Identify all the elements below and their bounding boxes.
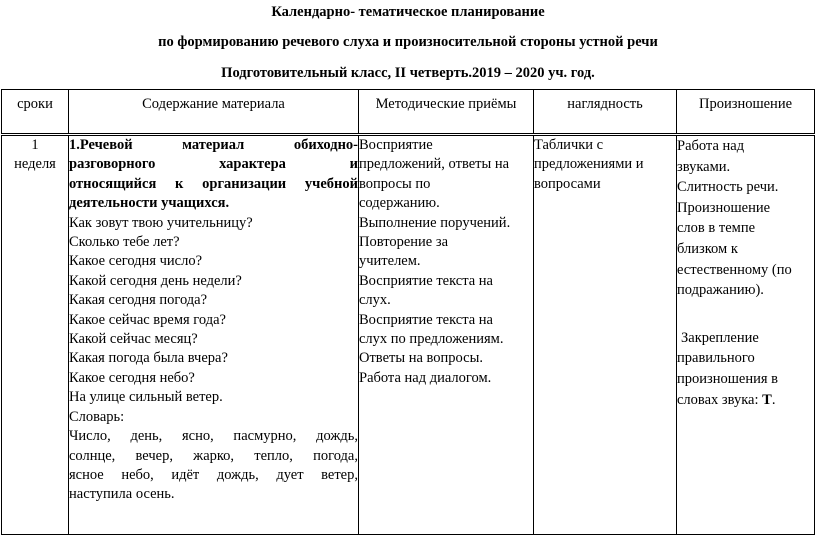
methods-line: Повторение за <box>359 234 449 251</box>
column-header-pronunciation: Произношение <box>677 90 815 135</box>
column-header-visual: наглядность <box>534 90 677 135</box>
content-question: Какое сегодня число? <box>69 253 203 270</box>
pronunciation-line: Слитность речи. <box>677 179 779 196</box>
methods-line: Восприятие текста на <box>359 272 493 289</box>
content-question: Какое сегодня небо? <box>69 369 195 386</box>
planning-table <box>1 89 815 535</box>
vocabulary-line: Число, день, ясно, пасмурно, дождь, <box>69 428 358 445</box>
pronunciation-period: . <box>771 391 776 408</box>
pronunciation-line: словах звука: <box>677 391 759 408</box>
pronunciation-cell <box>677 135 815 535</box>
column-header-content: Содержание материала <box>69 90 359 135</box>
content-question: Какой сейчас месяц? <box>69 331 198 348</box>
page-title: Календарно- тематическое планирование <box>271 4 545 20</box>
visual-aids-cell <box>534 135 677 535</box>
content-heading-line: разговорного характера и <box>69 156 358 173</box>
table-row <box>2 135 815 535</box>
methods-line: содержанию. <box>359 195 440 212</box>
content-heading-line: 1.Речевой материал обиходно- <box>69 137 358 153</box>
pronunciation-line: слов в темпе <box>677 220 756 237</box>
methods-line: Ответы на вопросы. <box>359 350 483 367</box>
methods-line: слух по предложениям. <box>359 331 504 348</box>
pronunciation-line: Произношение <box>677 199 771 216</box>
term-number: 1 <box>31 137 39 153</box>
term-unit: неделя <box>14 156 56 173</box>
pronunciation-line: подражанию). <box>677 282 764 299</box>
pronunciation-spacer <box>677 301 814 328</box>
pronunciation-line: правильного <box>677 350 755 367</box>
content-question: Какая погода была вчера? <box>69 350 228 367</box>
pronunciation-sound-line <box>677 390 814 411</box>
content-question: Сколько тебе лет? <box>69 234 180 251</box>
methods-line: предложений, ответы на <box>359 156 510 173</box>
content-heading-line: относящийся к организации учебной <box>69 175 358 192</box>
vocabulary-line: ясное небо, идёт дождь, дует ветер, <box>69 466 358 483</box>
methods-line: Восприятие текста на <box>359 311 493 328</box>
term-cell <box>2 135 69 535</box>
vocabulary-line: солнце, вечер, жарко, тепло, погода, <box>69 447 358 464</box>
methods-line: слух. <box>359 292 391 309</box>
methods-line: Работа над диалогом. <box>359 369 492 386</box>
content-question: Какое сейчас время года? <box>69 311 226 328</box>
pronunciation-line: Закрепление <box>681 329 759 346</box>
pronunciation-line: произношения в <box>677 370 779 387</box>
visual-aids-line: предложениями и <box>534 156 644 173</box>
content-heading-line: деятельности учащихся. <box>69 195 230 212</box>
content-question: Как зовут твою учительницу? <box>69 214 253 231</box>
pronunciation-line: близком к <box>677 240 738 257</box>
page-class-info: Подготовительный класс, II четверть.2019 – 2020 уч. год. <box>221 65 595 81</box>
methods-line: Восприятие <box>359 137 433 153</box>
visual-aids-line: вопросами <box>534 175 601 192</box>
methods-line: Выполнение поручений. <box>359 214 511 231</box>
pronunciation-sound: Т <box>762 391 772 408</box>
vocabulary-label: Словарь: <box>69 408 125 425</box>
content-question: Какая сегодня погода? <box>69 292 208 309</box>
content-question: Какой сегодня день недели? <box>69 272 242 289</box>
pronunciation-line: естественному (по <box>677 261 792 278</box>
table-header-row <box>2 90 815 135</box>
content-cell <box>69 135 359 535</box>
methods-line: вопросы по <box>359 175 431 192</box>
content-statement: На улице сильный ветер. <box>69 389 223 406</box>
page-subtitle: по формированию речевого слуха и произносительной стороны устной речи <box>158 34 658 50</box>
vocabulary-line: наступила осень. <box>69 486 175 503</box>
pronunciation-line: звуками. <box>677 158 731 175</box>
column-header-term: сроки <box>2 90 69 135</box>
methods-cell <box>359 135 534 535</box>
visual-aids-line: Таблички с <box>534 137 604 153</box>
column-header-methods: Методические приёмы <box>359 90 534 135</box>
pronunciation-line: Работа над <box>677 138 745 154</box>
methods-line: учителем. <box>359 253 421 270</box>
